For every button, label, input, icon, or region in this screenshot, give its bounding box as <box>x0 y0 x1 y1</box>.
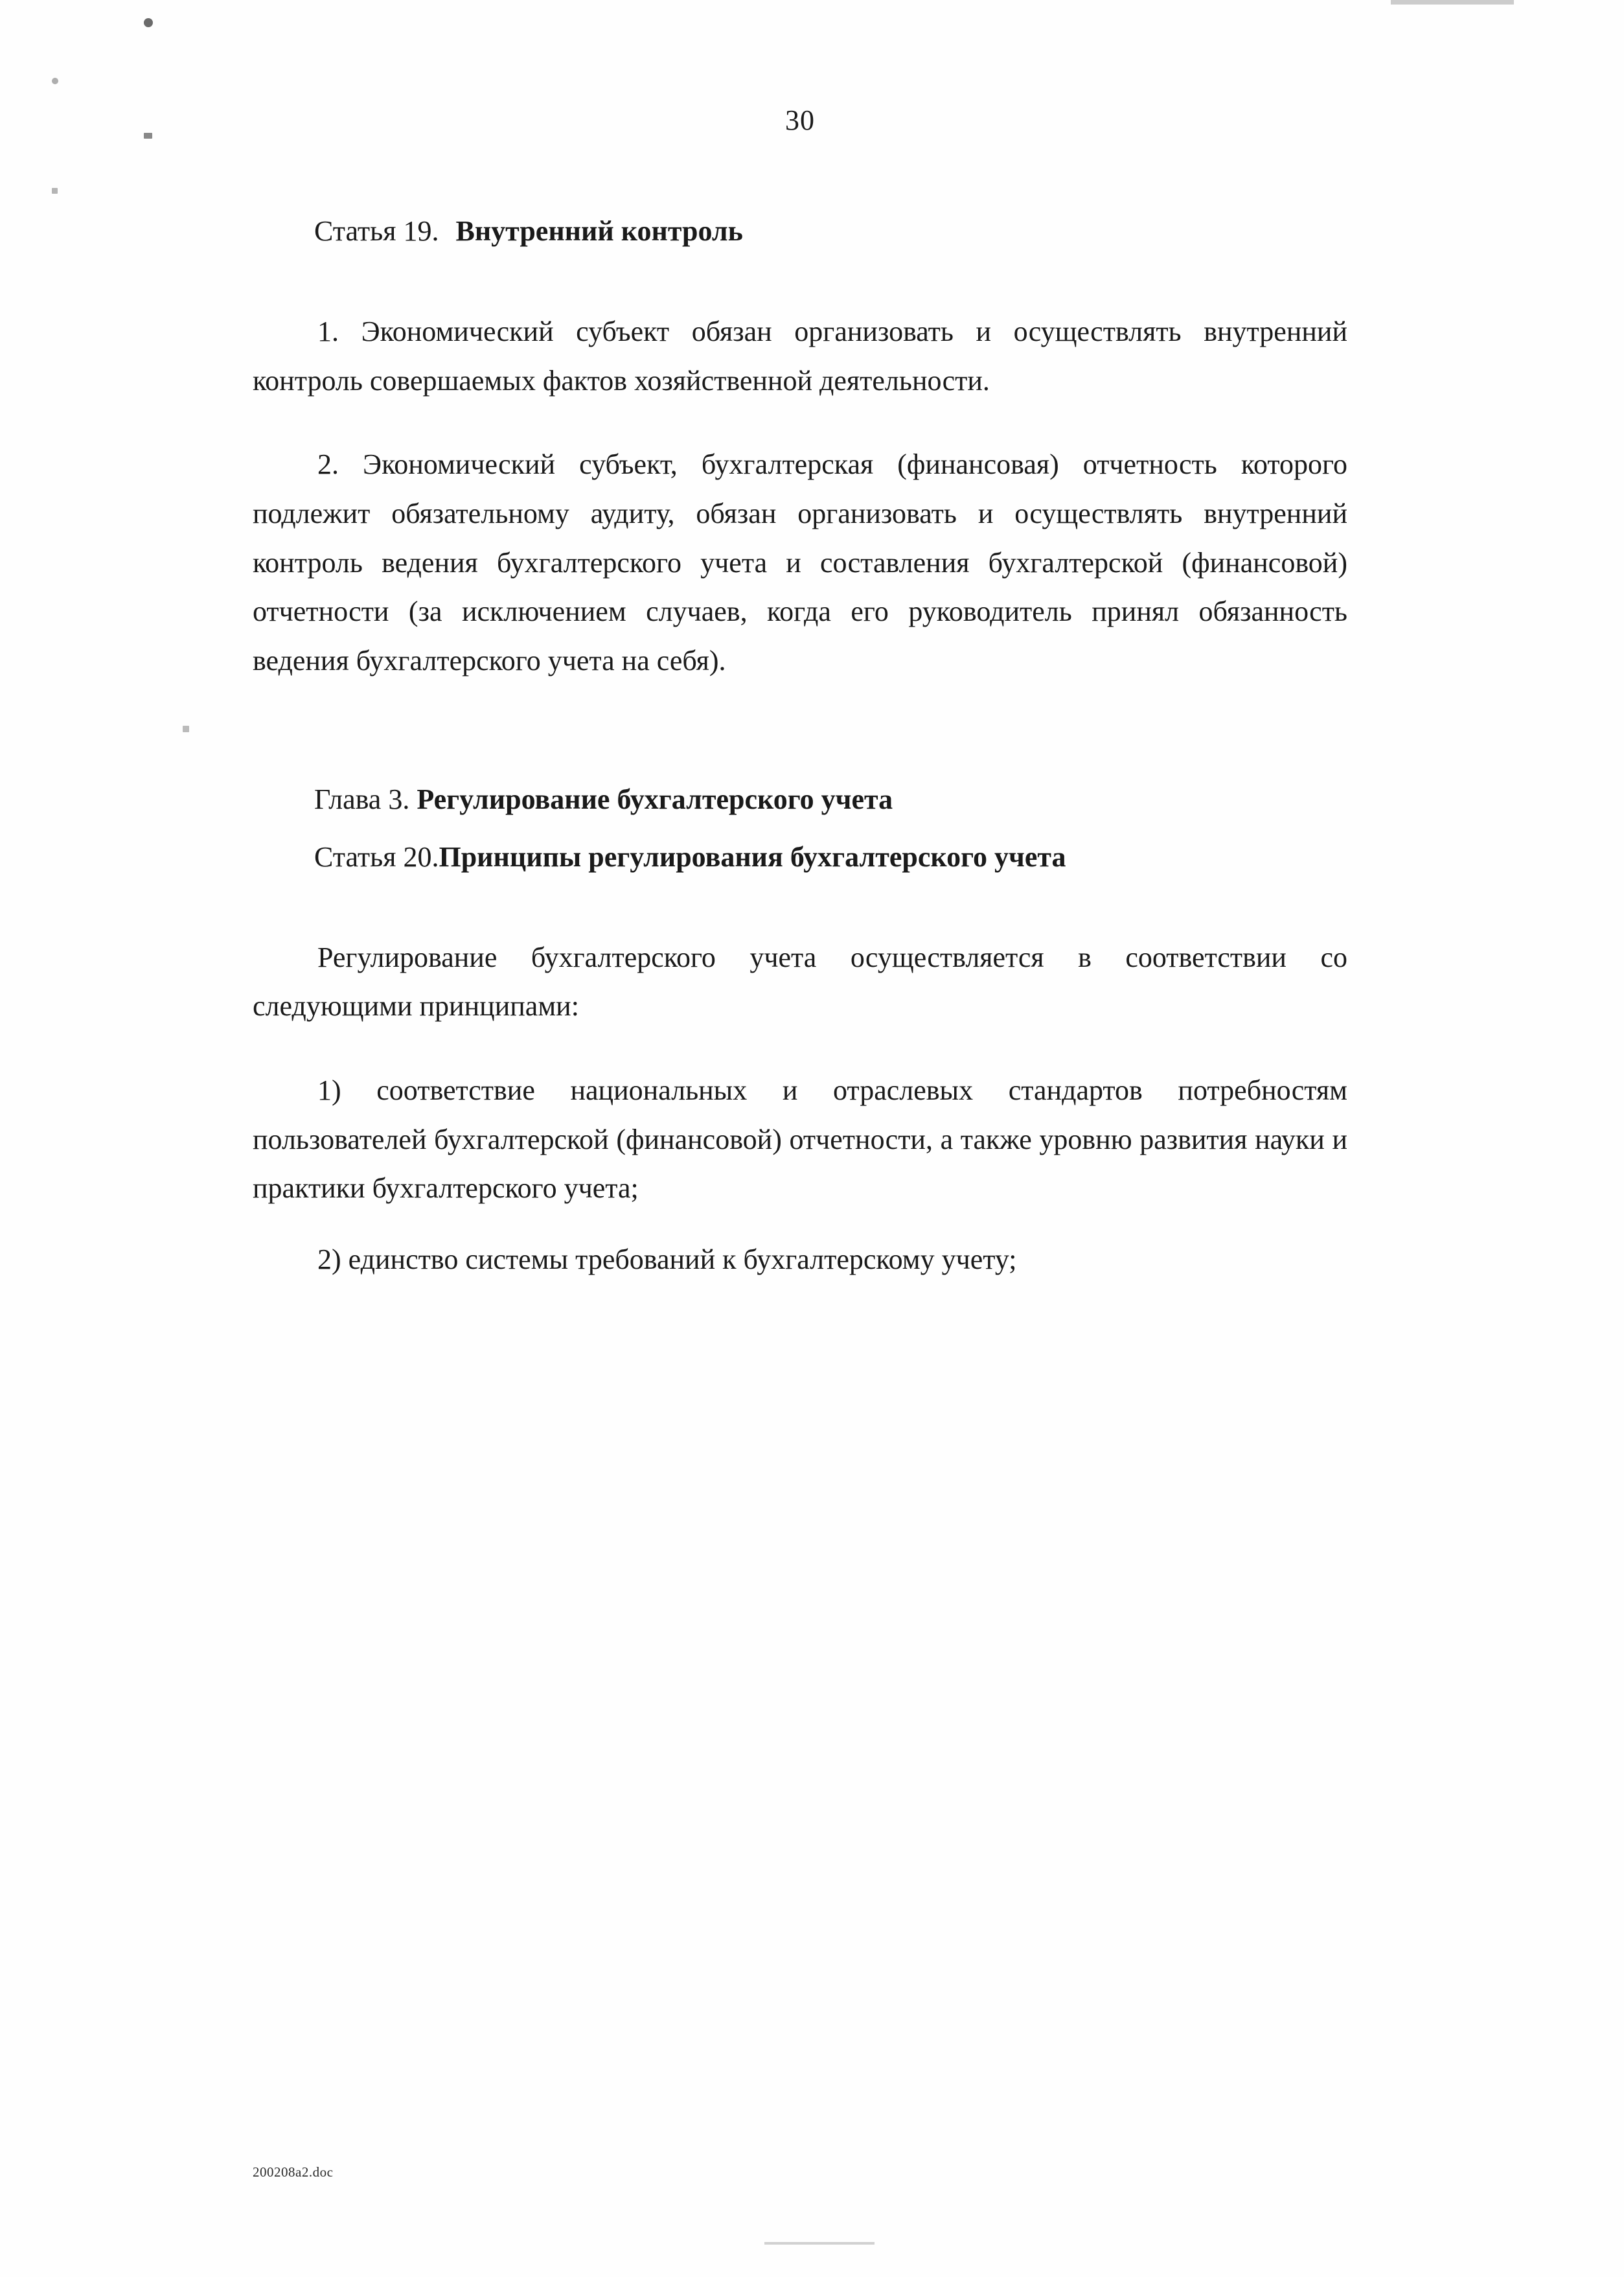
scan-artifact-icon <box>52 188 58 194</box>
article-19-title: Внутренний контроль <box>455 215 743 247</box>
chapter-3-title: Регулирование бухгалтерского учета <box>417 783 893 815</box>
footer-filename: 200208a2.doc <box>253 2164 334 2180</box>
page-number: 30 <box>785 104 815 136</box>
chapter-3-block <box>253 783 1347 873</box>
article-19-paragraph-2: 2. Экономический субъект, бухгалтерская (финансовая) отчетность которого подлежит обязательному аудиту, обязан организовать и осуществлять внутренний контроль ведения бухгалтерского учета и составления бухгалтерской (финансовой) отчетности (за исключением случаев, когда его руководитель принял обязанность ведения бухгалтерского учета на себя). <box>253 448 1347 677</box>
chapter-3-heading <box>253 783 1347 816</box>
article-20-item-1: 1) соответствие национальных и отраслевых стандартов потребностям пользователей бухгалтерской (финансовой) отчетности, а также уровню развития науки и практики бухгалтерского учета; <box>253 1074 1347 1205</box>
scan-artifact-icon <box>183 726 189 732</box>
article-20-title: Принципы регулирования бухгалтерского учета <box>439 840 1066 873</box>
scan-artifact-icon <box>144 133 152 139</box>
scan-artifact-icon <box>144 18 153 27</box>
article-20-heading <box>253 840 1347 873</box>
article-19-paragraph-1: 1. Экономический субъект обязан организовать и осуществлять внутренний контроль совершаемых фактов хозяйственной деятельности. <box>253 316 1347 397</box>
article-19-label: Статья 19. <box>314 215 439 247</box>
chapter-3-label: Глава 3. <box>314 783 410 815</box>
scan-artifact-icon <box>52 78 58 84</box>
scan-edge-artifact <box>764 2242 875 2245</box>
article-20-intro: Регулирование бухгалтерского учета осуществляется в соответствии со следующими принципами: <box>253 941 1347 1023</box>
scan-edge-artifact <box>1391 0 1514 5</box>
article-20-item-2: 2) единство системы требований к бухгалтерскому учету; <box>317 1243 1017 1276</box>
article-19-heading <box>253 214 1347 248</box>
document-content <box>253 0 1347 1284</box>
article-20-label: Статья 20. <box>314 840 439 873</box>
